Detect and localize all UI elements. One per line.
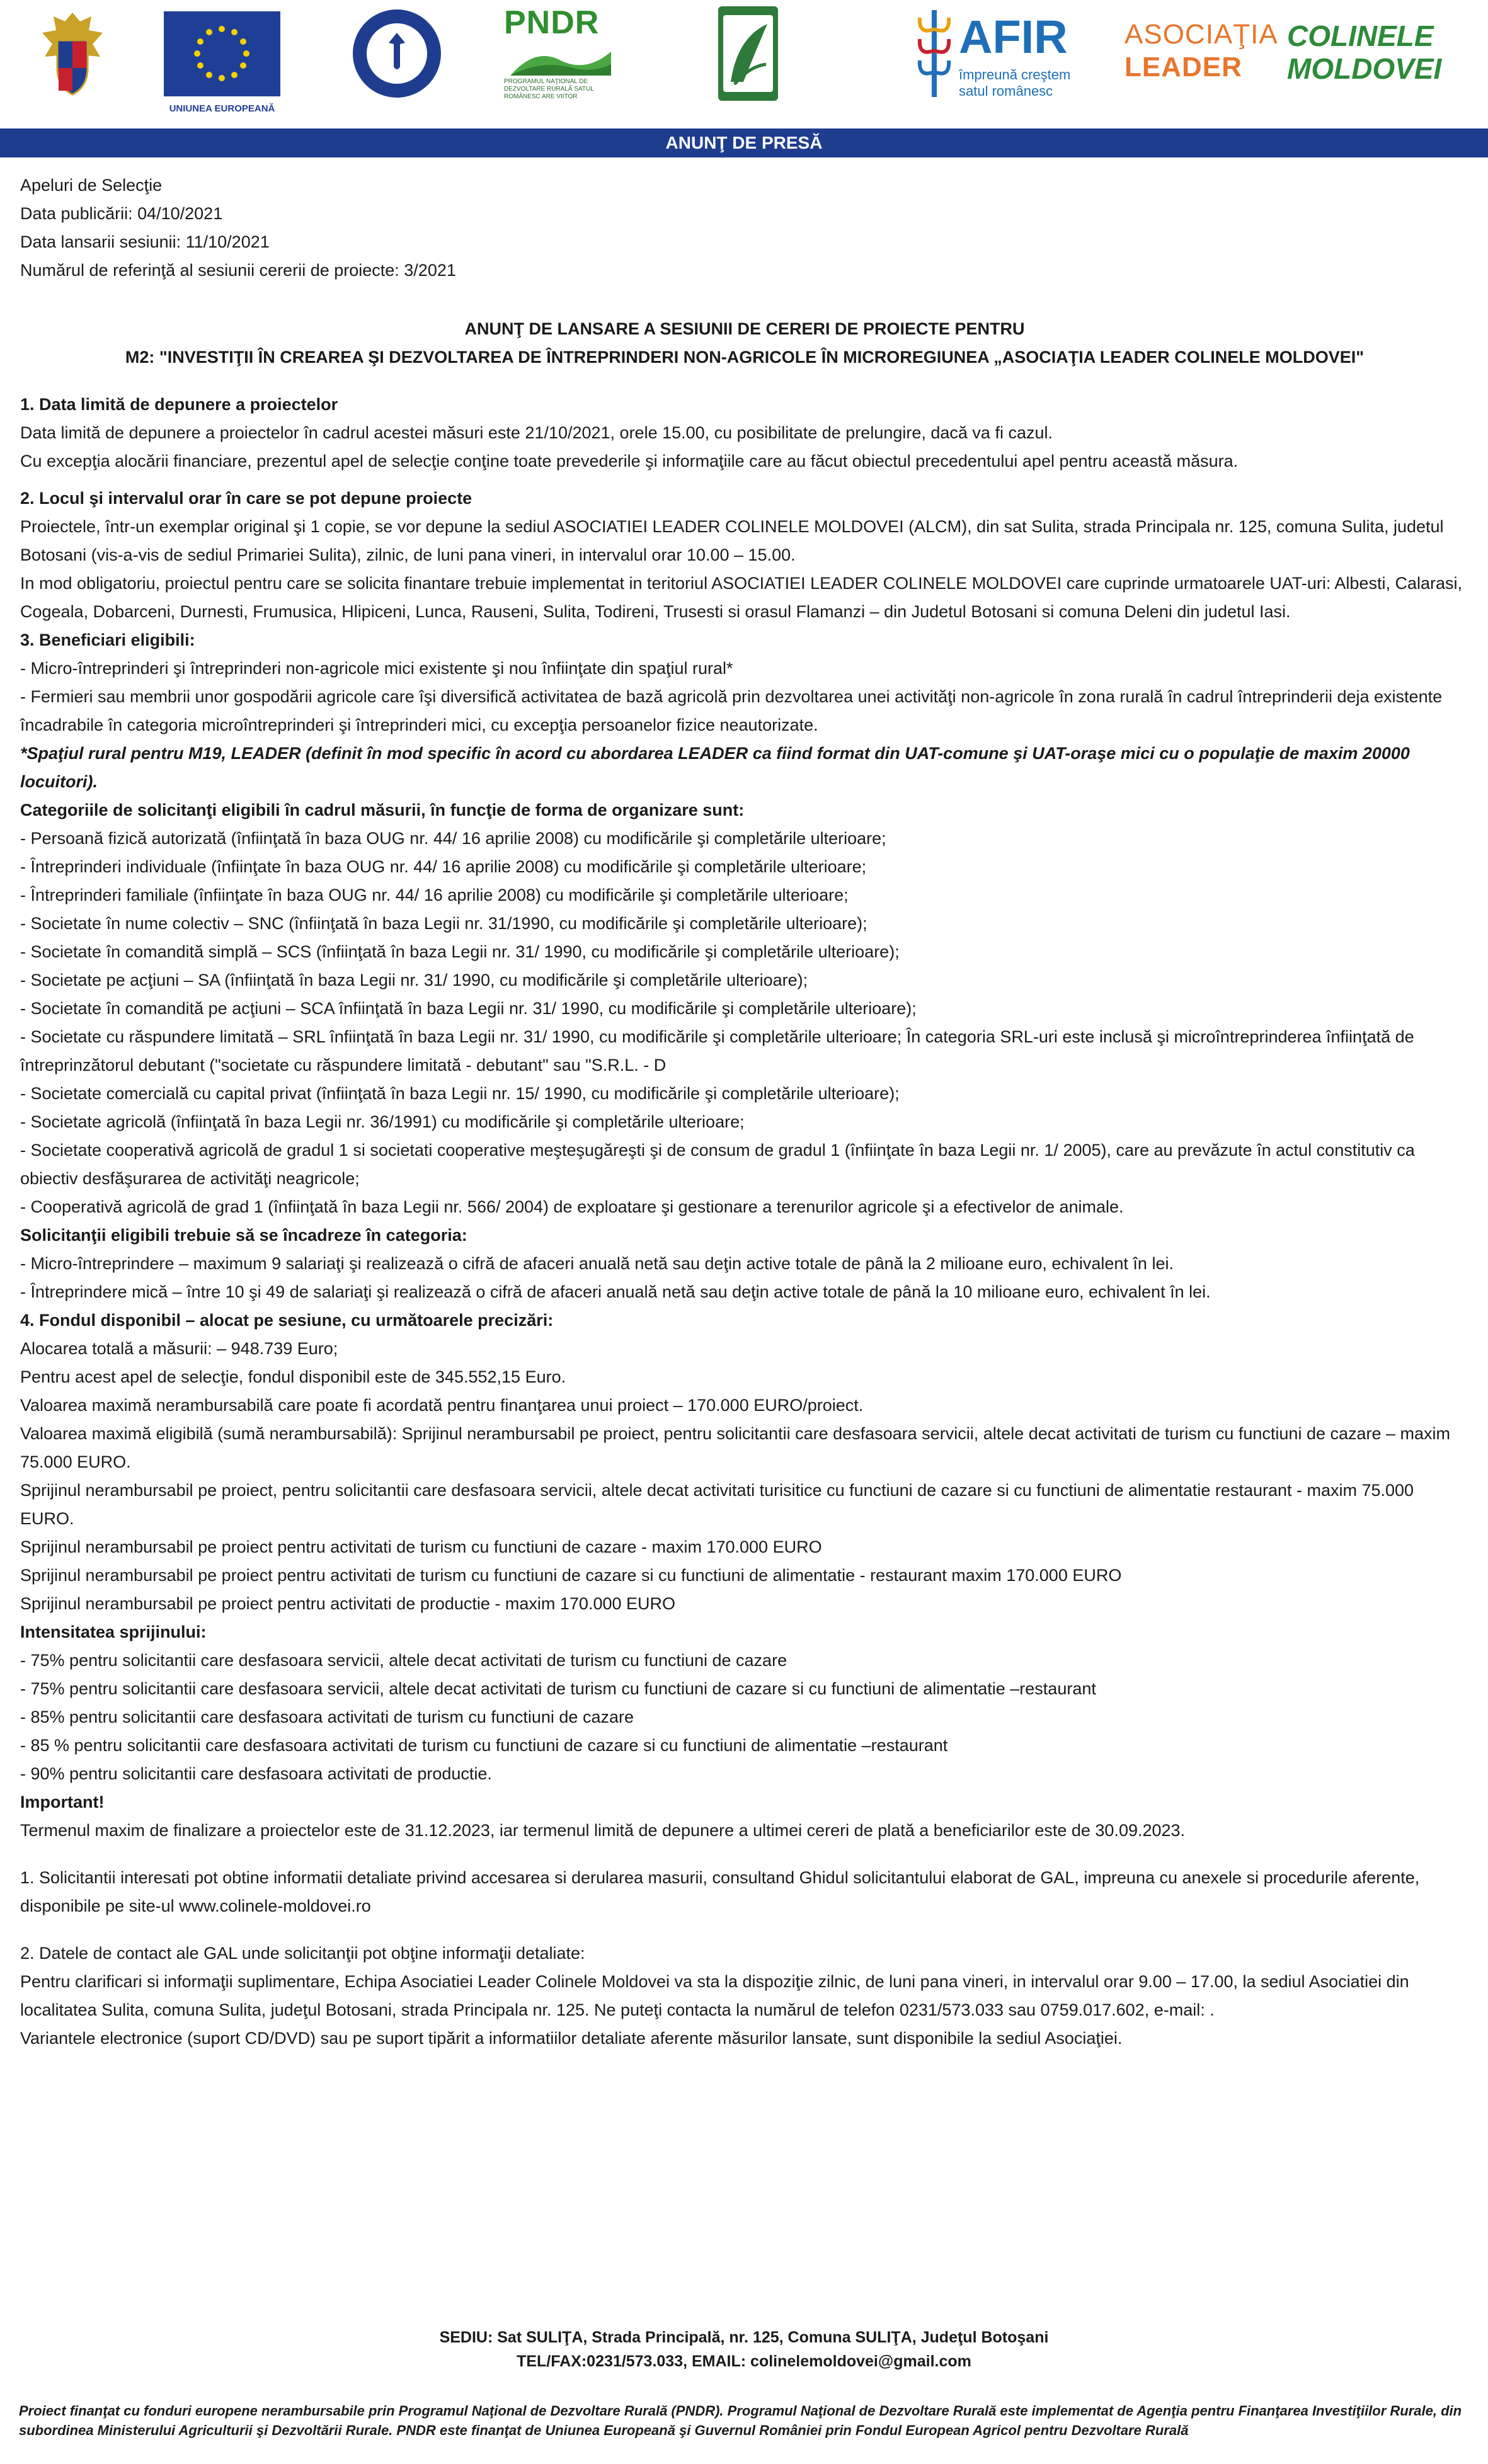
afir-tagline-line-2: satul românesc: [959, 83, 1053, 99]
headquarters-address: SEDIU: Sat SULIŢA, Strada Principală, nr. 125, Comuna SULIŢA, Judeţul Botoşani: [439, 2329, 1049, 2346]
contact-heading: 2. Datele de contact ale GAL unde solicitanţii pot obţine informaţii detaliate:: [20, 1944, 585, 1963]
section-1-exception: Cu excepţia alocării financiare, prezentul apel de selecţie conţine toate prevederile şi informaţiile care au făcut obiectul precedentului apel pentru această măsura.: [20, 452, 1239, 471]
categories-heading: Categoriile de solicitanţi eligibili în cadrul măsurii, în funcţie de forma de organizare sunt:: [20, 801, 745, 819]
alcm-colinele: COLINELE: [1287, 20, 1434, 52]
afir-tagline-line-1: împreună creştem: [959, 67, 1071, 83]
meta-reference: Numărul de referinţă al sesiunii cererii de proiecte: 3/2021: [20, 261, 456, 280]
section-3-heading: 3. Beneficiari eligibili:: [20, 630, 195, 649]
intensity-item: - 75% pentru solicitantii care desfasoara servicii, altele decat activitati de turism cu functiuni de cazare si cu functiuni de alimentatie –restaurant: [20, 1679, 1096, 1698]
meta-publish-date: Data publicării: 04/10/2021: [20, 204, 223, 223]
fund-item: Pentru acest apel de selecţie, fondul disponibil este de 345.552,15 Euro.: [20, 1367, 566, 1386]
pndr-word: PNDR: [504, 4, 600, 41]
fund-item: Sprijinul nerambursabil pe proiect pentru activitati de turism cu functiuni de cazare - maxim 170.000 EURO: [20, 1537, 822, 1556]
section-1-deadline: Data limită de depunere a proiectelor în cadrul acestei măsuri este 21/10/2021, orele 15.00, cu posibilitate de prelungire, dacă va fi cazul.: [20, 423, 1053, 442]
category-item: - Societate cu răspundere limitată – SRL înfiinţată în baza Legii nr. 31/ 1990, cu modificările şi completările ulterioare; În categoria SRL-uri este inclusă şi microîntreprinderea înfiinţată de întreprinzătorul debutant ("societate cu răspundere limitată - debutant" sau "S.R.L. - D: [20, 1027, 1414, 1075]
fund-item: Valoarea maximă eligibilă (sumă nerambursabilă): Sprijinul nerambursabil pe proiect, pentru solicitantii care desfasoara servicii, altele decat activitati de turism cu functiuni de cazare – maxim 75.000 EURO.: [20, 1424, 1451, 1471]
category-item: - Persoană fizică autorizată (înfiinţată în baza OUG nr. 44/ 16 aprilie 2008) cu modificările şi completările ulterioare;: [20, 829, 886, 848]
alcm-moldovei: MOLDOVEI: [1287, 52, 1442, 85]
alcm-asociatia: ASOCIAŢIA: [1125, 19, 1278, 50]
afir-logo: [915, 5, 1091, 100]
eligibility-heading: Solicitanţii eligibili trebuie să se încadreze în categoria:: [20, 1226, 467, 1245]
afir-word: AFIR: [959, 11, 1068, 63]
eligibility-micro: - Micro-întreprindere – maximum 9 salariaţi şi realizează o cifră de afaceri anuală netă sau deţin active totale de până la 2 milioane euro, echivalent în lei.: [20, 1254, 1174, 1273]
intensity-heading: Intensitatea sprijinului:: [20, 1623, 207, 1641]
funding-disclaimer: Proiect finanţat cu fonduri europene nerambursabile prin Programul Naţional de Dezvoltare Rurală (PNDR). Programul Naţional de Dezvoltare Rurală este implementat de Agenţia pentru Finanţarea Investiţiilor Rurale, din subordinea Ministerului Agriculturii şi Dezvoltării Rurale. PNDR este finanţat de Uniunea Europeană şi Guvernul României prin Fondul European Agricol pentru Dezvoltare Rurală: [19, 2403, 1462, 2438]
fund-item: Alocarea totală a măsurii: – 948.739 Euro;: [20, 1339, 338, 1358]
info-guide: 1. Solicitantii interesati pot obtine informatii detaliate privind accesarea si derularea masurii, consultand Ghidul solicitantului elaborat de GAL, impreuna cu anexele si procedurile aferente, disponibile pe site-ul www.colinele-moldovei.ro: [20, 1868, 1420, 1915]
category-item: - Societate pe acţiuni – SA (înfiinţată în baza Legii nr. 31/ 1990, cu modificările şi completările ulterioare);: [20, 971, 808, 990]
alcm-leader: LEADER: [1125, 52, 1242, 83]
section-3-beneficiary-1: - Micro-întreprinderi şi întreprinderi non-agricole mici existente şi nou înfiinţate din spaţiul rural*: [20, 659, 733, 678]
fund-item: Sprijinul nerambursabil pe proiect pentru activitati de productie - maxim 170.000 EURO: [20, 1594, 676, 1613]
section-2-territory: In mod obligatoriu, proiectul pentru care se solicita finantare trebuie implementat in teritoriul ASOCIATIEI LEADER COLINELE MOLDOVEI care cuprinde urmatoarele UAT-uri: Albesti, Calarasi, Cogeala, Dobarceni, Durnesti, Frumusica, Hlipiceni, Lunca, Rauseni, Sulita, Todireni, Trusesti si orasul Flamanzi – din Judetul Botosani si comuna Deleni din judetul Iasi.: [20, 574, 1462, 621]
headquarters-contact: TEL/FAX:0231/573.033, EMAIL: colinelemoldovei@gmail.com: [517, 2353, 971, 2370]
leader-logo-icon: [718, 6, 778, 101]
eligibility-small: - Întreprindere mică – între 10 şi 49 de salariaţi şi realizează o cifră de afaceri anuală netă sau deţin active totale de până la 10 milioane euro, echivalent în lei.: [20, 1282, 1211, 1301]
important-label: Important!: [20, 1793, 105, 1811]
alcm-logo: [1125, 19, 1458, 94]
afir-tagline: [959, 67, 1070, 100]
category-item: - Societate comercială cu capital privat (înfiinţată în baza Legii nr. 15/ 1990, cu modificările şi completările ulterioare);: [20, 1084, 900, 1103]
category-item: - Societate în nume colectiv – SNC (înfiinţată în baza Legii nr. 31/1990, cu modificările şi completările ulterioare);: [20, 914, 867, 933]
measure-title: M2: "INVESTIŢII ÎN CREAREA ŞI DEZVOLTAREA DE ÎNTREPRINDERI NON-AGRICOLE ÎN MICROREGIUNEA „ASOCIAŢIA LEADER COLINELE MOLDOVEI": [125, 348, 1365, 367]
section-2-location: Proiectele, într-un exemplar original şi 1 copie, se vor depune la sediul ASOCIATIEI LEADER COLINELE MOLDOVEI (ALCM), din sat Sulita, strada Principala nr. 125, comuna Sulita, judetul Botosani (vis-a-vis de sediul Primariei Sulita), zilnic, de luni pana vineri, in intervalul orar 10.00 – 15.00.: [20, 517, 1444, 564]
section-1-heading: 1. Data limită de depunere a proiectelor: [20, 395, 338, 414]
category-item: - Societate în comandită pe acţiuni – SCA înfiinţată în baza Legii nr. 31/ 1990, cu modificările şi completările ulterioare);: [20, 999, 917, 1018]
document-body: [20, 171, 1469, 2053]
fund-item: Valoarea maximă nerambursabilă care poate fi acordată pentru finanţarea unui proiect – 170.000 EURO/proiect.: [20, 1396, 864, 1415]
section-3-rural-note: *Spaţiul rural pentru M19, LEADER (definit în mod specific în acord cu abordarea LEADER ca fiind format din UAT-comune şi UAT-oraşe mici cu o populaţie de maxim 20000 locuitori).: [20, 744, 1410, 791]
category-item: - Societate agricolă (înfiinţată în baza Legii nr. 36/1991) cu modificările şi completările ulterioare;: [20, 1112, 745, 1131]
press-release-bar: ANUNŢ DE PRESĂ: [0, 128, 1488, 157]
pndr-subtext: PROGRAMUL NAŢIONAL DE DEZVOLTARE RURALĂ SATUL ROMÂNESC ARE VIITOR: [504, 78, 594, 100]
deadline-term: Termenul maxim de finalizare a proiectelor este de 31.12.2023, iar termenul limită de depunere a ultimei cereri de plată a beneficiarilor este de 30.09.2023.: [20, 1821, 1186, 1840]
contact-details: Pentru clarificari si informaţii suplimentare, Echipa Asociatiei Leader Colinele Moldovei va sta la dispoziţie zilnic, de luni pana vineri, in intervalul orar 9.00 – 17.00, la sediul Asociatiei din localitatea Sulita, comuna Sulita, judeţul Botosani, strada Principala nr. 125. Ne puteţi contacta la numărul de telefon 0231/573.033 sau 0759.017.602, e-mail: .: [20, 1972, 1409, 2019]
electronic-versions: Variantele electronice (suport CD/DVD) sau pe suport tipărit a informatiilor detaliate aferente măsurilor lansate, sunt disponibile la sediul Asociaţiei.: [20, 2029, 1123, 2048]
category-item: - Întreprinderi individuale (înfiinţate în baza OUG nr. 44/ 16 aprilie 2008) cu modificările şi completările ulterioare;: [20, 857, 867, 876]
romania-coat-of-arms-icon: [35, 8, 110, 102]
pndr-logo: [504, 4, 617, 105]
announcement-title: ANUNŢ DE LANSARE A SESIUNII DE CERERI DE PROIECTE PENTRU: [464, 319, 1025, 338]
category-item: - Societate în comandită simplă – SCS (înfiinţată în baza Legii nr. 31/ 1990, cu modificările şi completările ulterioare);: [20, 942, 900, 961]
eu-caption: UNIUNEA EUROPEANĂ: [169, 103, 275, 114]
intensity-item: - 85% pentru solicitantii care desfasoara activitati de turism cu functiuni de cazare: [20, 1708, 634, 1726]
fund-item: Sprijinul nerambursabil pe proiect, pentru solicitantii care desfasoara servicii, altele decat activitati turisitice cu functiuni de cazare si cu functiuni de alimentatie restaurant - maxim 75.000 EURO.: [20, 1481, 1414, 1528]
meta-calls: Apeluri de Selecţie: [20, 176, 163, 195]
intensity-item: - 75% pentru solicitantii care desfasoara servicii, altele decat activitati de turism cu functiuni de cazare: [20, 1651, 787, 1670]
logo-strip: [0, 0, 1488, 126]
category-item: - Întreprinderi familiale (înfiinţate în baza OUG nr. 44/ 16 aprilie 2008) cu modificările şi completările ulterioare;: [20, 886, 849, 904]
headquarters-block: [0, 2325, 1488, 2373]
meta-launch-date: Data lansarii sesiunii: 11/10/2021: [20, 232, 270, 251]
intensity-item: - 90% pentru solicitantii care desfasoara activitati de productie.: [20, 1764, 492, 1783]
fund-item: Sprijinul nerambursabil pe proiect pentru activitati de turism cu functiuni de cazare si cu functiuni de alimentatie - restaurant maxim 170.000 EURO: [20, 1566, 1122, 1585]
section-2-heading: 2. Locul şi intervalul orar în care se pot depune proiecte: [20, 489, 472, 508]
section-3-beneficiary-2: - Fermieri sau membrii unor gospodării agricole care îşi diversifică activitatea de bază agricolă prin dezvoltarea unei activităţi non-agricole în zona rurală în cadrul întreprinderii deja existente încadrabile în categoria microîntreprinderi şi întreprinderi mici, cu excepţia persoanelor fizice neautorizate.: [20, 687, 1443, 734]
government-seal-icon: [350, 6, 444, 101]
eu-flag-icon: [164, 11, 280, 114]
category-item: - Societate cooperativă agricolă de gradul 1 si societati cooperative meşteşugăreşti şi de consum de gradul 1 (înfiinţate în baza Legii nr. 1/ 2005), care au prevăzute în actul constitutiv ca obiectiv desfăşurarea de activităţi neagricole;: [20, 1141, 1415, 1188]
section-4-heading: 4. Fondul disponibil – alocat pe sesiune, cu următoarele precizări:: [20, 1311, 554, 1330]
category-item: - Cooperativă agricolă de grad 1 (înfiinţată în baza Legii nr. 566/ 2004) de exploatare şi gestionare a terenurilor agricole şi a efectivelor de animale.: [20, 1197, 1124, 1216]
intensity-item: - 85 % pentru solicitantii care desfasoara activitati de turism cu functiuni de cazare si cu functiuni de alimentatie –restaurant: [20, 1736, 948, 1755]
